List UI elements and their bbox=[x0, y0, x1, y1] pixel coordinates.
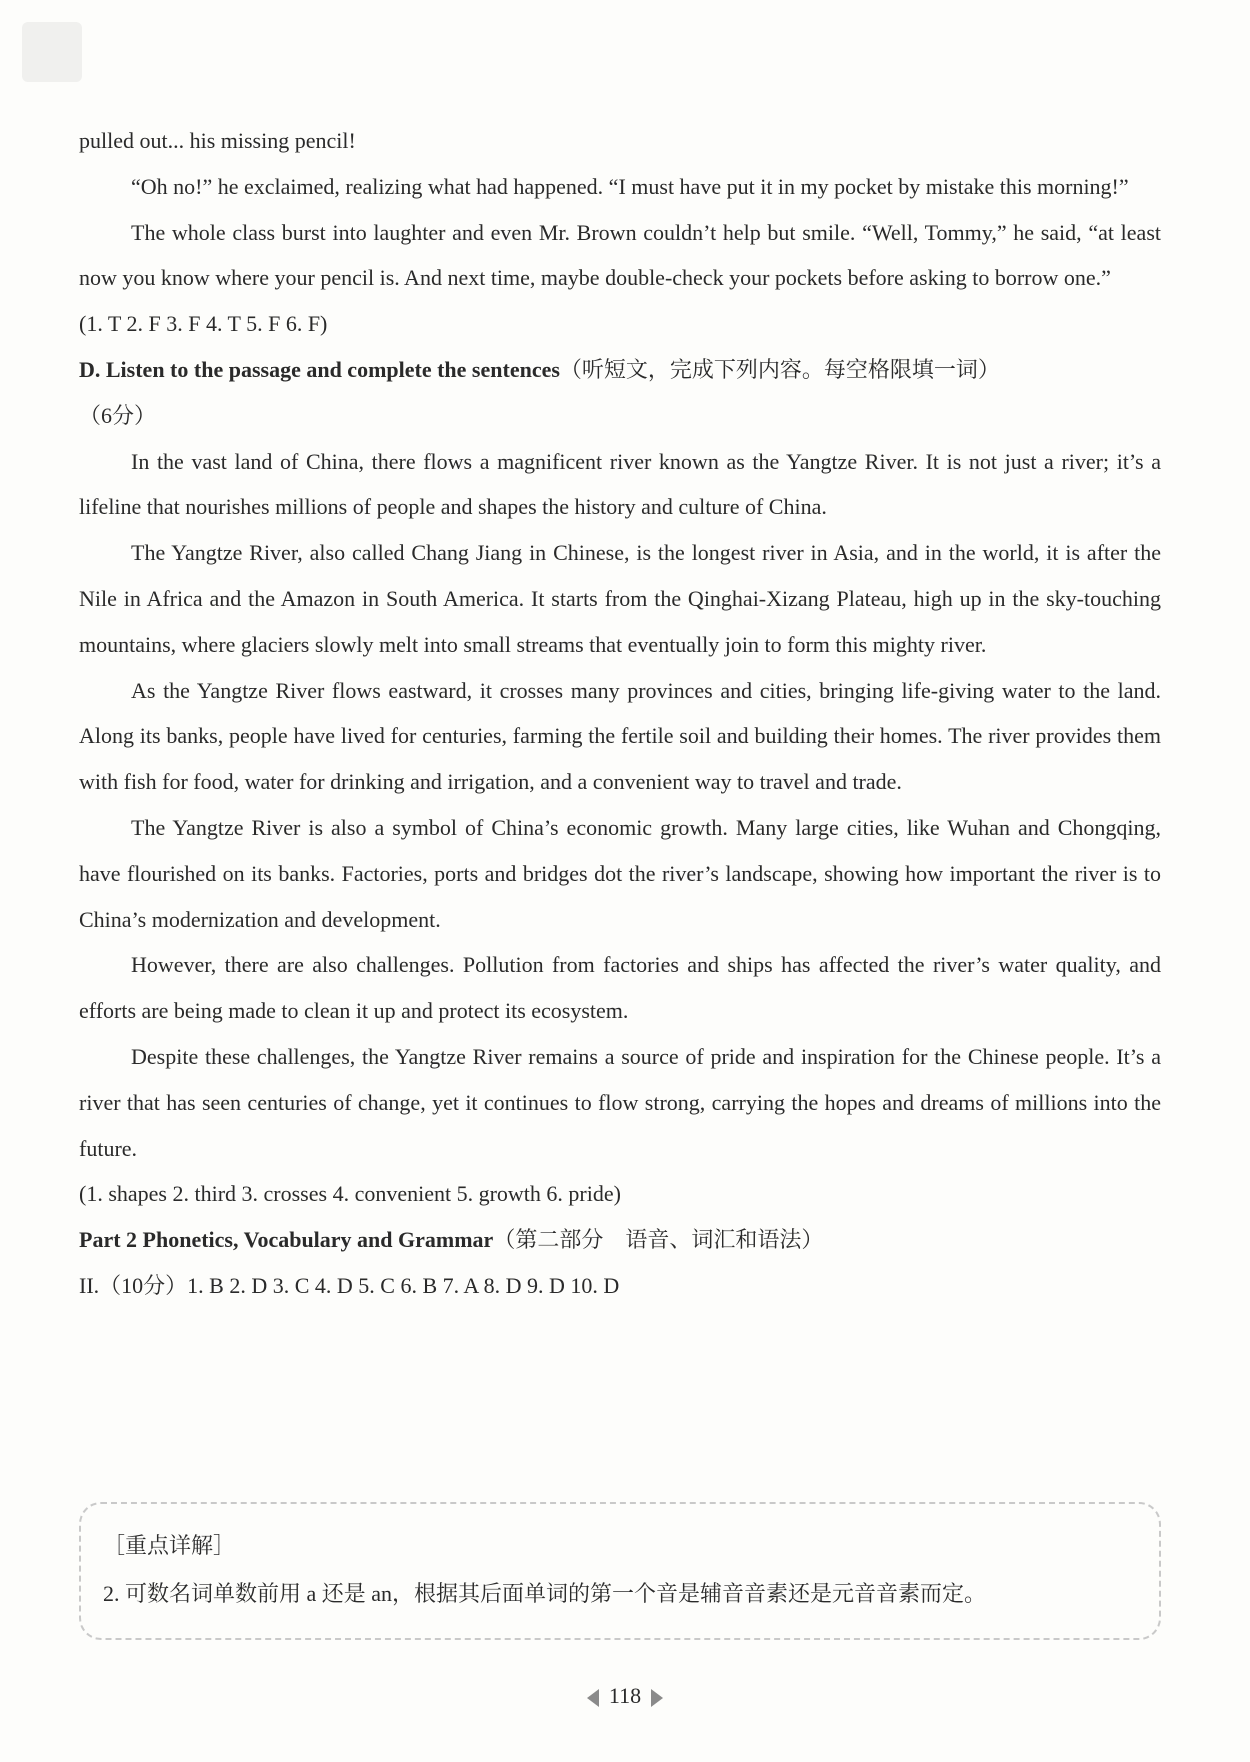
passage-paragraph-4: The Yangtze River is also a symbol of China’s economic growth. Many large cities, like Wuhan and Chongqing, have flourished on its banks. Factories, ports and bridges dot the river’s landscape, showing how important the river is to China’s modernization and development. bbox=[79, 814, 1161, 932]
section-d-title-cn: （听短文，完成下列内容。每空格限填一词） bbox=[559, 356, 1000, 382]
section-d-heading bbox=[79, 347, 1161, 439]
paragraph-top-1: pulled out... his missing pencil! bbox=[79, 128, 356, 153]
passage-paragraph-3: As the Yangtze River flows eastward, it crosses many provinces and cities, bringing life-giving water to the land. Along its banks, people have lived for centuries, farming the fertile soil and building their homes. The river provides them with fish for food, water for drinking and irrigation, and a convenient way to travel and trade. bbox=[79, 677, 1161, 795]
section-d-title: D. Listen to the passage and complete the sentences bbox=[79, 356, 560, 382]
paragraph-top-2: “Oh no!” he exclaimed, realizing what had happened. “I must have put it in my pocket by mistake this morning!” bbox=[131, 173, 1129, 199]
page-number: 118 bbox=[608, 1683, 642, 1708]
triangle-right-icon bbox=[651, 1689, 663, 1707]
section-d-score: （6分） bbox=[79, 402, 157, 428]
answers-c: (1. T 2. F 3. F 4. T 5. F 6. F) bbox=[79, 311, 328, 337]
paragraph-top-3: The whole class burst into laughter and even Mr. Brown couldn’t help but smile. “Well, Tommy,” he said, “at least now you know where your pencil is. And next time, maybe double-check your pockets before asking to borrow one.” bbox=[79, 219, 1161, 291]
passage-paragraph-2: The Yangtze River, also called Chang Jiang in Chinese, is the longest river in Asia, and in the world, it is after the Nile in Africa and the Amazon in South America. It starts from the Qinghai-Xizang Plateau, high up in the sky-touching mountains, where glaciers slowly melt into small streams that eventually join to form this mighty river. bbox=[79, 540, 1161, 657]
page-content bbox=[79, 118, 1161, 1309]
passage-paragraph-5: However, there are also challenges. Pollution from factories and ships has affected the river’s water quality, and efforts are being made to clean it up and protect its ecosystem. bbox=[79, 952, 1161, 1024]
part2-title: Part 2 Phonetics, Vocabulary and Grammar bbox=[79, 1227, 494, 1253]
key-points-title: ［重点详解］ bbox=[103, 1533, 236, 1558]
part2-title-cn: （第二部分 语音、词汇和语法） bbox=[493, 1227, 824, 1253]
part2-heading bbox=[79, 1217, 1161, 1263]
key-points-box bbox=[79, 1502, 1161, 1640]
passage-paragraph-6: Despite these challenges, the Yangtze River remains a source of pride and inspiration for the Chinese people. It’s a river that has seen centuries of change, yet it continues to flow strong, carrying the hopes and dreams of millions into the future. bbox=[79, 1043, 1161, 1161]
passage-paragraph-1: In the vast land of China, there flows a magnificent river known as the Yangtze River. It is not just a river; it’s a lifeline that nourishes millions of people and shapes the history and culture of China. bbox=[79, 448, 1161, 520]
key-points-line: 2. 可数名词单数前用 a 还是 an，根据其后面单词的第一个音是辅音音素还是元音音素而定。 bbox=[103, 1581, 987, 1606]
triangle-left-icon bbox=[587, 1689, 599, 1707]
corner-mark bbox=[22, 22, 82, 82]
page-footer bbox=[0, 1676, 1250, 1716]
section-ii-answers: II.（10分）1. B 2. D 3. C 4. D 5. C 6. B 7. A 8. D 9. D 10. D bbox=[79, 1272, 620, 1298]
answers-d: (1. shapes 2. third 3. crosses 4. convenient 5. growth 6. pride) bbox=[79, 1181, 621, 1207]
